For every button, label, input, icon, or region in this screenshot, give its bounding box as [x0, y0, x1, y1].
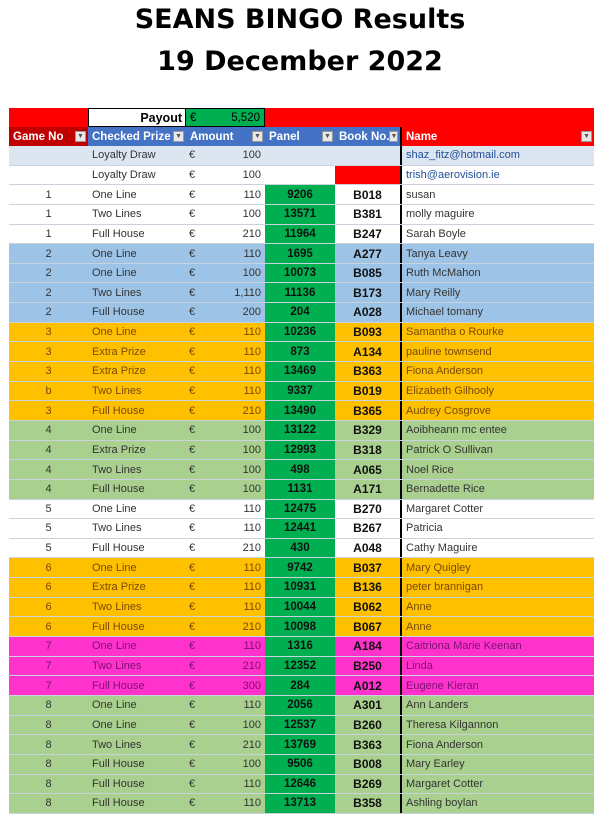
cell-panel[interactable]: 13490	[265, 401, 335, 420]
cell-amount[interactable]: 100	[242, 208, 261, 221]
cell-currency[interactable]: €	[189, 522, 196, 535]
cell-amount[interactable]: 110	[243, 777, 261, 790]
cell-book-no[interactable]: A048	[353, 541, 382, 556]
cell-book-no[interactable]: B019	[353, 384, 382, 398]
cell-name[interactable]: Aoibheann mc entee	[400, 421, 594, 440]
cell-book-no[interactable]: B358	[353, 796, 382, 811]
cell-book-no[interactable]: B247	[353, 226, 382, 241]
cell-prize[interactable]: One Line	[92, 188, 137, 201]
cell-panel[interactable]: 9506	[265, 755, 335, 774]
cell-panel[interactable]: 1131	[265, 480, 335, 499]
table-row	[9, 225, 594, 245]
cell-prize[interactable]: Full House	[92, 797, 145, 810]
cell-book-no[interactable]: B267	[353, 521, 382, 536]
table-row	[9, 480, 594, 500]
cell-name[interactable]: susan	[400, 185, 594, 204]
cell-prize[interactable]: Full House	[92, 758, 145, 771]
cell-panel[interactable]	[265, 146, 335, 165]
filter-dropdown-icon[interactable]: ▼	[581, 131, 592, 142]
cell-prize[interactable]: One Line	[92, 699, 137, 712]
cell-name[interactable]: Sarah Boyle	[400, 225, 594, 244]
header-book-no[interactable]: Book No. ▼	[339, 130, 398, 143]
cell-name[interactable]	[400, 166, 594, 185]
cell-name[interactable]: Mary Quigley	[400, 558, 594, 577]
cell-currency[interactable]: €	[189, 718, 196, 731]
cell-amount[interactable]: 210	[242, 404, 261, 417]
cell-panel[interactable]: 498	[265, 460, 335, 479]
table-row	[9, 657, 594, 677]
cell-game-no[interactable]: 5	[45, 502, 52, 515]
cell-prize[interactable]: Full House	[92, 620, 145, 633]
cell-currency[interactable]: €	[189, 502, 196, 515]
cell-amount[interactable]: 100	[242, 168, 261, 181]
cell-amount[interactable]: 110	[243, 699, 261, 712]
cell-game-no[interactable]: 8	[45, 699, 52, 712]
cell-currency[interactable]: €	[189, 188, 196, 201]
cell-game-no[interactable]: 8	[45, 777, 52, 790]
cell-game-no[interactable]: 2	[45, 286, 52, 299]
cell-currency[interactable]: €	[189, 679, 196, 692]
cell-prize[interactable]: Full House	[92, 542, 145, 555]
cell-prize[interactable]: One Line	[92, 502, 137, 515]
cell-book-no[interactable]: B062	[353, 600, 382, 615]
cell-panel[interactable]: 10931	[265, 578, 335, 597]
payout-currency: €	[190, 111, 197, 124]
cell-currency[interactable]: €	[189, 483, 196, 496]
filter-dropdown-icon[interactable]: ▼	[75, 131, 86, 142]
cell-book-no[interactable]: B018	[353, 187, 382, 202]
cell-panel[interactable]: 12537	[265, 716, 335, 735]
cell-prize[interactable]: Loyalty Draw	[92, 168, 156, 181]
cell-currency[interactable]: €	[189, 601, 196, 614]
cell-name[interactable]: Theresa Kilgannon	[400, 716, 594, 735]
cell-panel[interactable]: 12993	[265, 441, 335, 460]
cell-game-no[interactable]: 2	[45, 267, 52, 280]
cell-book-no[interactable]: A134	[353, 344, 382, 359]
cell-name[interactable]: Caitriona Marie Keenan	[400, 637, 594, 656]
cell-game-no[interactable]: 2	[45, 306, 52, 319]
cell-game-no[interactable]: 3	[45, 404, 52, 417]
cell-amount[interactable]: 300	[242, 679, 261, 692]
cell-currency[interactable]: €	[189, 463, 196, 476]
cell-currency[interactable]: €	[189, 777, 196, 790]
cell-panel[interactable]: 9742	[265, 558, 335, 577]
cell-panel[interactable]: 2056	[265, 696, 335, 715]
cell-amount[interactable]: 110	[243, 365, 261, 378]
cell-prize[interactable]: Full House	[92, 404, 145, 417]
cell-prize[interactable]: Two Lines	[92, 208, 142, 221]
cell-panel[interactable]: 11136	[265, 283, 335, 302]
cell-panel[interactable]: 12646	[265, 775, 335, 794]
header-panel[interactable]: Panel ▼	[265, 127, 335, 146]
table-row	[9, 500, 594, 520]
cell-panel[interactable]: 10236	[265, 323, 335, 342]
cell-book-no[interactable]: B136	[353, 580, 382, 595]
filter-dropdown-icon[interactable]: ▼	[252, 131, 263, 142]
cell-amount[interactable]: 210	[242, 542, 261, 555]
table-row	[9, 637, 594, 657]
cell-prize[interactable]: One Line	[92, 640, 137, 653]
payout-label: Payout	[88, 108, 186, 127]
cell-game-no[interactable]: 8	[45, 718, 52, 731]
cell-game-no[interactable]: 6	[45, 620, 52, 633]
cell-amount[interactable]: 110	[243, 188, 261, 201]
cell-name[interactable]: Eugene Kieran	[400, 676, 594, 695]
cell-amount[interactable]: 100	[242, 483, 261, 496]
cell-prize[interactable]: One Line	[92, 424, 137, 437]
cell-book-no[interactable]: B270	[353, 501, 382, 516]
cell-game-no[interactable]: 8	[45, 797, 52, 810]
table-row	[9, 775, 594, 795]
payout-value: 5,520	[231, 111, 260, 124]
cell-game-no[interactable]: 6	[45, 601, 52, 614]
cell-amount[interactable]: 110	[243, 581, 261, 594]
table-row	[9, 578, 594, 598]
cell-prize[interactable]: Full House	[92, 306, 145, 319]
cell-name[interactable]: Patrick O Sullivan	[400, 441, 594, 460]
cell-name[interactable]: Anne	[400, 598, 594, 617]
cell-amount[interactable]: 210	[242, 227, 261, 240]
table-row	[9, 382, 594, 402]
cell-amount[interactable]: 110	[243, 345, 261, 358]
cell-currency[interactable]: €	[189, 267, 196, 280]
cell-prize[interactable]: Full House	[92, 227, 145, 240]
cell-prize[interactable]: Extra Prize	[92, 345, 146, 358]
cell-currency[interactable]: €	[189, 149, 196, 162]
cell-prize[interactable]: Two Lines	[92, 385, 142, 397]
cell-book-no[interactable]: B037	[353, 560, 382, 575]
cell-amount[interactable]: 110	[243, 561, 261, 574]
cell-panel[interactable]: 9206	[265, 185, 335, 204]
cell-amount[interactable]: 110	[243, 640, 261, 653]
cell-game-no[interactable]: 1	[45, 227, 52, 240]
table-row	[9, 539, 594, 559]
cell-name[interactable]: pauline townsend	[400, 342, 594, 361]
cell-book-no[interactable]: B329	[353, 423, 382, 438]
cell-book-no[interactable]: A012	[353, 678, 382, 693]
cell-currency[interactable]: €	[189, 561, 196, 574]
cell-book-no[interactable]: A184	[353, 639, 382, 654]
cell-panel[interactable]: 430	[265, 539, 335, 558]
cell-name[interactable]: Samantha o Rourke	[400, 323, 594, 342]
payout-row	[9, 108, 594, 127]
cell-book-no[interactable]: B173	[353, 285, 382, 300]
table-row	[9, 617, 594, 637]
cell-book-no[interactable]	[335, 166, 400, 185]
table-row	[9, 696, 594, 716]
cell-amount[interactable]: 110	[243, 502, 261, 515]
cell-currency[interactable]: €	[189, 326, 196, 339]
cell-panel[interactable]: 873	[265, 342, 335, 361]
cell-prize[interactable]: Extra Prize	[92, 443, 146, 456]
cell-panel[interactable]	[265, 166, 335, 185]
page-title: SEANS BINGO Results	[134, 4, 466, 35]
cell-name[interactable]: peter brannigan	[400, 578, 594, 597]
cell-panel[interactable]: 13122	[265, 421, 335, 440]
table-row	[9, 362, 594, 382]
cell-panel[interactable]: 13769	[265, 735, 335, 754]
cell-panel[interactable]: 284	[265, 676, 335, 695]
cell-name[interactable]: Tanya Leavy	[400, 244, 594, 263]
cell-prize[interactable]: Two Lines	[92, 738, 142, 751]
cell-name[interactable]: molly maguire	[400, 205, 594, 224]
cell-game-no[interactable]: 2	[45, 247, 52, 260]
table-row	[9, 185, 594, 205]
table-row	[9, 558, 594, 578]
table-row	[9, 342, 594, 362]
table-row	[9, 716, 594, 736]
cell-amount[interactable]: 110	[243, 247, 261, 260]
cell-currency[interactable]: €	[189, 385, 196, 397]
cell-amount[interactable]: 210	[242, 620, 261, 633]
cell-name[interactable]: Ann Landers	[400, 696, 594, 715]
cell-currency[interactable]: €	[189, 404, 196, 417]
cell-currency[interactable]: €	[189, 424, 196, 437]
cell-currency[interactable]: €	[189, 640, 196, 653]
cell-currency[interactable]: €	[189, 286, 196, 299]
cell-currency[interactable]: €	[189, 797, 196, 810]
table-row	[9, 519, 594, 539]
results-date: 19 December 2022	[157, 46, 443, 77]
table-row	[9, 166, 594, 186]
cell-currency[interactable]: €	[189, 168, 196, 181]
cell-prize[interactable]: Two Lines	[92, 463, 142, 476]
cell-panel[interactable]: 13571	[265, 205, 335, 224]
cell-currency[interactable]: €	[189, 758, 196, 771]
cell-game-no[interactable]: 3	[45, 345, 52, 358]
cell-name[interactable]: Fiona Anderson	[400, 362, 594, 381]
cell-name[interactable]: Linda	[400, 657, 594, 676]
cell-prize[interactable]: One Line	[92, 561, 137, 574]
cell-panel[interactable]: 13713	[265, 794, 335, 813]
cell-currency[interactable]: €	[189, 365, 196, 378]
cell-book-no[interactable]: B067	[353, 619, 382, 634]
cell-prize[interactable]: Full House	[92, 679, 145, 692]
table-row	[9, 676, 594, 696]
cell-book-no[interactable]: B008	[353, 757, 382, 772]
header-checked-prize[interactable]: Checked Prize ▼	[88, 127, 186, 146]
cell-panel[interactable]: 10098	[265, 617, 335, 636]
cell-amount[interactable]: 100	[242, 443, 261, 456]
cell-amount[interactable]: 100	[242, 424, 261, 437]
cell-prize[interactable]: Full House	[92, 777, 145, 790]
email-link[interactable]: trish@aerovision.ie	[406, 168, 500, 181]
cell-game-no[interactable]: 8	[45, 758, 52, 771]
table-row	[9, 421, 594, 441]
cell-amount[interactable]: 110	[243, 797, 261, 810]
payout-total	[186, 108, 265, 127]
cell-game-no[interactable]: 7	[45, 679, 52, 692]
header-name[interactable]: Name ▼	[400, 127, 594, 146]
cell-book-no[interactable]: B250	[353, 658, 382, 673]
table-row	[9, 755, 594, 775]
cell-panel[interactable]: 10044	[265, 598, 335, 617]
table-row	[9, 205, 594, 225]
cell-prize[interactable]: One Line	[92, 326, 137, 339]
cell-game-no[interactable]: 5	[45, 522, 52, 535]
cell-amount[interactable]: 110	[243, 385, 261, 397]
table-row	[9, 794, 594, 814]
cell-game-no[interactable]: b	[45, 385, 52, 397]
cell-prize[interactable]: Extra Prize	[92, 365, 146, 378]
cell-prize[interactable]: One Line	[92, 267, 137, 280]
cell-prize[interactable]: Two Lines	[92, 601, 142, 614]
cell-prize[interactable]: One Line	[92, 718, 137, 731]
cell-prize[interactable]: Two Lines	[92, 522, 142, 535]
cell-currency[interactable]: €	[189, 620, 196, 633]
cell-currency[interactable]: €	[189, 659, 196, 672]
cell-game-no[interactable]: 4	[45, 443, 52, 456]
cell-currency[interactable]: €	[189, 542, 196, 555]
email-link[interactable]: shaz_fitz@hotmail.com	[406, 149, 520, 162]
table-row	[9, 441, 594, 461]
cell-name[interactable]: Patricia	[400, 519, 594, 538]
cell-name[interactable]: Mary Reilly	[400, 283, 594, 302]
cell-game-no[interactable]: 3	[45, 365, 52, 378]
cell-book-no[interactable]: A171	[353, 482, 382, 497]
cell-name[interactable]: Cathy Maguire	[400, 539, 594, 558]
cell-prize[interactable]: One Line	[92, 247, 137, 260]
cell-name[interactable]: Noel Rice	[400, 460, 594, 479]
cell-prize[interactable]: Extra Prize	[92, 581, 146, 594]
table-row	[9, 735, 594, 755]
cell-amount[interactable]: 210	[242, 659, 261, 672]
cell-amount[interactable]: 1,110	[234, 286, 261, 299]
cell-panel[interactable]: 10073	[265, 264, 335, 283]
cell-panel[interactable]: 1695	[265, 244, 335, 263]
cell-game-no[interactable]	[9, 166, 88, 185]
filter-dropdown-icon[interactable]: ▼	[322, 131, 333, 142]
cell-name[interactable]: Anne	[400, 617, 594, 636]
cell-book-no[interactable]	[335, 146, 400, 165]
cell-game-no[interactable]: 4	[45, 483, 52, 496]
cell-panel[interactable]: 1316	[265, 637, 335, 656]
cell-name[interactable]: Elizabeth Gilhooly	[400, 382, 594, 401]
cell-amount[interactable]: 200	[242, 306, 261, 319]
cell-panel[interactable]: 13469	[265, 362, 335, 381]
cell-amount[interactable]: 110	[243, 326, 261, 339]
cell-game-no[interactable]: 7	[45, 659, 52, 672]
cell-name[interactable]: Ashling boylan	[400, 794, 594, 813]
table-row	[9, 264, 594, 284]
cell-book-no[interactable]: B093	[353, 325, 382, 340]
cell-currency[interactable]: €	[189, 581, 196, 594]
cell-name[interactable]: Margaret Cotter	[400, 775, 594, 794]
cell-amount[interactable]: 100	[242, 267, 261, 280]
cell-book-no[interactable]: B269	[353, 776, 382, 791]
cell-currency[interactable]: €	[189, 699, 196, 712]
cell-prize[interactable]: Full House	[92, 483, 145, 496]
cell-name[interactable]: Bernadette Rice	[400, 480, 594, 499]
cell-amount[interactable]: 210	[242, 738, 261, 751]
cell-prize[interactable]: Two Lines	[92, 286, 142, 299]
cell-game-no[interactable]: 3	[45, 326, 52, 339]
cell-name[interactable]: Audrey Cosgrove	[400, 401, 594, 420]
cell-book-no[interactable]: B365	[353, 403, 382, 418]
cell-prize[interactable]: Loyalty Draw	[92, 149, 156, 162]
cell-book-no[interactable]: B085	[353, 266, 382, 281]
cell-name[interactable]: Fiona Anderson	[400, 735, 594, 754]
cell-book-no[interactable]: B363	[353, 737, 382, 752]
cell-amount[interactable]: 110	[243, 522, 261, 535]
cell-currency[interactable]: €	[189, 208, 196, 221]
cell-game-no[interactable]: 1	[45, 208, 52, 221]
cell-name[interactable]	[400, 146, 594, 165]
cell-currency[interactable]: €	[189, 443, 196, 456]
cell-game-no[interactable]: 6	[45, 581, 52, 594]
filter-dropdown-icon[interactable]: ▼	[390, 133, 398, 140]
cell-name[interactable]: Margaret Cotter	[400, 500, 594, 519]
cell-amount[interactable]: 110	[243, 601, 261, 614]
cell-book-no[interactable]: A065	[353, 462, 382, 477]
header-game-no[interactable]: Game No ▼	[9, 127, 88, 146]
cell-book-no[interactable]: A301	[353, 698, 382, 713]
cell-panel[interactable]: 204	[265, 303, 335, 322]
cell-currency[interactable]: €	[189, 345, 196, 358]
cell-book-no[interactable]: B318	[353, 442, 382, 457]
cell-name[interactable]: Michael tomany	[400, 303, 594, 322]
cell-currency[interactable]: €	[189, 227, 196, 240]
results-table	[9, 108, 594, 814]
cell-amount[interactable]: 100	[242, 463, 261, 476]
header-row	[9, 127, 594, 146]
cell-panel[interactable]: 9337	[265, 382, 335, 401]
cell-game-no[interactable]: 6	[45, 561, 52, 574]
table-row	[9, 244, 594, 264]
table-row	[9, 460, 594, 480]
cell-name[interactable]: Ruth McMahon	[400, 264, 594, 283]
header-amount[interactable]: Amount ▼	[186, 127, 265, 146]
cell-game-no[interactable]: 1	[45, 188, 52, 201]
cell-book-no[interactable]: B260	[353, 717, 382, 732]
cell-name[interactable]: Mary Earley	[400, 755, 594, 774]
cell-book-no[interactable]: A277	[353, 246, 382, 261]
cell-currency[interactable]: €	[189, 247, 196, 260]
cell-currency[interactable]: €	[189, 738, 196, 751]
cell-amount[interactable]: 100	[242, 758, 261, 771]
table-row	[9, 283, 594, 303]
cell-game-no[interactable]	[9, 146, 88, 165]
cell-book-no[interactable]: B363	[353, 364, 382, 379]
cell-panel[interactable]: 12441	[265, 519, 335, 538]
cell-amount[interactable]: 100	[242, 718, 261, 731]
cell-game-no[interactable]: 7	[45, 640, 52, 653]
cell-currency[interactable]: €	[189, 306, 196, 319]
cell-game-no[interactable]: 4	[45, 463, 52, 476]
cell-book-no[interactable]: A028	[353, 305, 382, 320]
table-row	[9, 598, 594, 618]
cell-prize[interactable]: Two Lines	[92, 659, 142, 672]
table-row	[9, 146, 594, 166]
table-row	[9, 303, 594, 323]
cell-panel[interactable]: 11964	[265, 225, 335, 244]
table-row	[9, 401, 594, 421]
table-row	[9, 323, 594, 343]
cell-amount[interactable]: 100	[242, 149, 261, 162]
cell-panel[interactable]: 12352	[265, 657, 335, 676]
cell-game-no[interactable]: 8	[45, 738, 52, 751]
cell-game-no[interactable]: 5	[45, 542, 52, 555]
cell-panel[interactable]: 12475	[265, 500, 335, 519]
cell-book-no[interactable]: B381	[353, 207, 382, 222]
filter-dropdown-icon[interactable]: ▼	[173, 131, 184, 142]
cell-game-no[interactable]: 4	[45, 424, 52, 437]
